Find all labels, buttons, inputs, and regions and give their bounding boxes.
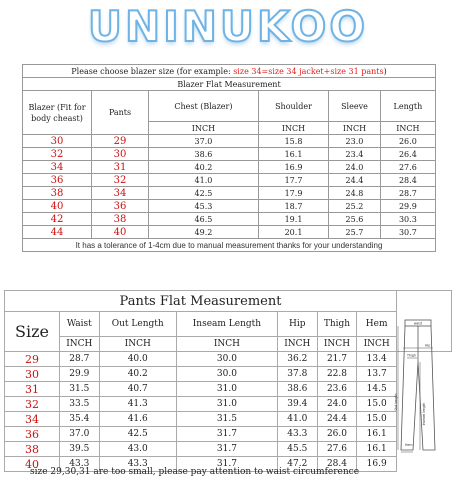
figure-label-inseam: Inseam length: [422, 402, 426, 426]
blazer-cell-blazer-size: 32: [23, 148, 92, 161]
blazer-header-pants: Pants: [92, 91, 149, 135]
pants-cell-hip: 39.4: [277, 397, 317, 412]
pants-cell-size: 34: [5, 412, 60, 427]
pants-cell-hem: 16.9: [357, 457, 397, 472]
blazer-cell-sleeve: 24.0: [329, 161, 381, 174]
blazer-unit: INCH: [149, 122, 259, 135]
blazer-cell-shoulder: 17.7: [258, 174, 328, 187]
pants-header-inseam: Inseam Length: [176, 312, 277, 337]
blazer-cell-length: 29.9: [380, 200, 435, 213]
blazer-cell-length: 26.0: [380, 135, 435, 148]
blazer-cell-chest: 42.5: [149, 187, 259, 200]
blazer-title: Blazer Flat Measurement: [23, 78, 436, 91]
blazer-cell-sleeve: 23.0: [329, 135, 381, 148]
blazer-cell-chest: 41.0: [149, 174, 259, 187]
pants-cell-waist: 37.0: [60, 427, 100, 442]
pants-cell-hip: 38.6: [277, 382, 317, 397]
pants-cell-thigh: 23.6: [317, 382, 357, 397]
pants-cell-size: 38: [5, 442, 60, 457]
blazer-cell-shoulder: 19.1: [258, 213, 328, 226]
pants-cell-out-length: 41.6: [99, 412, 176, 427]
pants-unit: INCH: [99, 337, 176, 352]
pants-cell-thigh: 28.4: [317, 457, 357, 472]
pants-unit: INCH: [176, 337, 277, 352]
pants-cell-thigh: 24.4: [317, 412, 357, 427]
brand-logo: [0, 0, 456, 58]
pants-size-label: Size: [5, 312, 60, 352]
blazer-header-shoulder: Shoulder: [258, 91, 328, 122]
pants-cell-thigh: 21.7: [317, 352, 357, 367]
pants-unit: INCH: [357, 337, 397, 352]
blazer-cell-sleeve: 25.7: [329, 226, 381, 239]
blazer-cell-blazer-size: 34: [23, 161, 92, 174]
blazer-cell-shoulder: 16.9: [258, 161, 328, 174]
pants-title: Pants Flat Measurement: [5, 291, 397, 312]
brand-name: UNINUKOO: [87, 2, 369, 51]
pants-cell-size: 31: [5, 382, 60, 397]
pants-cell-out-length: 41.3: [99, 397, 176, 412]
blazer-cell-length: 30.7: [380, 226, 435, 239]
table-row: [5, 397, 452, 412]
pants-cell-waist: 29.9: [60, 367, 100, 382]
blazer-cell-blazer-size: 42: [23, 213, 92, 226]
blazer-cell-sleeve: 24.4: [329, 174, 381, 187]
figure-label-waist: waist: [413, 321, 423, 326]
pants-unit: INCH: [60, 337, 100, 352]
pants-cell-hip: 43.3: [277, 427, 317, 442]
blazer-cell-pants-size: 34: [92, 187, 149, 200]
figure-label-hip: Hip: [425, 343, 431, 348]
pants-cell-out-length: 40.7: [99, 382, 176, 397]
table-row: [23, 148, 436, 161]
pants-cell-out-length: 43.0: [99, 442, 176, 457]
blazer-cell-chest: 49.2: [149, 226, 259, 239]
blazer-unit: INCH: [380, 122, 435, 135]
pants-header-out-length: Out Length: [99, 312, 176, 337]
figure-label-thigh: Thigh: [407, 353, 416, 358]
blazer-cell-length: 28.7: [380, 187, 435, 200]
pants-cell-size: 32: [5, 397, 60, 412]
blazer-cell-shoulder: 20.1: [258, 226, 328, 239]
table-row: [23, 187, 436, 200]
pants-cell-out-length: 40.2: [99, 367, 176, 382]
blazer-cell-shoulder: 17.9: [258, 187, 328, 200]
pants-cell-hem: 16.1: [357, 427, 397, 442]
blazer-cell-length: 27.6: [380, 161, 435, 174]
table-row: [5, 427, 452, 442]
pants-cell-size: 40: [5, 457, 60, 472]
pants-cell-inseam: 31.7: [176, 457, 277, 472]
blazer-cell-pants-size: 38: [92, 213, 149, 226]
table-row: [5, 412, 452, 427]
blazer-header-size: Blazer (Fit for body cheast): [23, 91, 92, 135]
footer-note: size 29,30,31 are too small, please pay attention to waist circumference: [30, 467, 360, 477]
pants-cell-size: 36: [5, 427, 60, 442]
pants-cell-inseam: 31.7: [176, 442, 277, 457]
blazer-cell-pants-size: 30: [92, 148, 149, 161]
pants-cell-hem: 15.0: [357, 397, 397, 412]
blazer-cell-chest: 46.5: [149, 213, 259, 226]
table-row: [5, 352, 452, 367]
blazer-cell-length: 28.4: [380, 174, 435, 187]
blazer-cell-shoulder: 15.8: [258, 135, 328, 148]
blazer-cell-length: 30.3: [380, 213, 435, 226]
pants-cell-waist: 43.3: [60, 457, 100, 472]
pants-cell-inseam: 31.5: [176, 412, 277, 427]
pants-cell-waist: 39.5: [60, 442, 100, 457]
table-row: [5, 382, 452, 397]
table-row: [23, 200, 436, 213]
blazer-note-prefix: Please choose blazer size (for example:: [71, 66, 234, 76]
table-row: [5, 442, 452, 457]
pants-cell-thigh: 24.0: [317, 397, 357, 412]
blazer-cell-sleeve: 24.8: [329, 187, 381, 200]
pants-cell-out-length: 42.5: [99, 427, 176, 442]
table-row: [23, 174, 436, 187]
pants-diagram-icon: [395, 318, 441, 454]
pants-cell-size: 30: [5, 367, 60, 382]
blazer-cell-length: 26.4: [380, 148, 435, 161]
blazer-table: [22, 64, 436, 252]
blazer-cell-chest: 45.3: [149, 200, 259, 213]
blazer-cell-sleeve: 23.4: [329, 148, 381, 161]
pants-cell-out-length: 40.0: [99, 352, 176, 367]
pants-cell-size: 29: [5, 352, 60, 367]
pants-cell-thigh: 26.0: [317, 427, 357, 442]
table-row: [23, 135, 436, 148]
table-row: [23, 161, 436, 174]
blazer-cell-shoulder: 18.7: [258, 200, 328, 213]
blazer-cell-blazer-size: 44: [23, 226, 92, 239]
pants-cell-thigh: 27.6: [317, 442, 357, 457]
pants-cell-hip: 45.5: [277, 442, 317, 457]
table-row: [23, 226, 436, 239]
blazer-cell-chest: 37.0: [149, 135, 259, 148]
pants-header-thigh: Thigh: [317, 312, 357, 337]
pants-cell-inseam: 31.0: [176, 382, 277, 397]
blazer-unit: INCH: [329, 122, 381, 135]
pants-cell-waist: 33.5: [60, 397, 100, 412]
blazer-cell-pants-size: 29: [92, 135, 149, 148]
pants-cell-hem: 13.4: [357, 352, 397, 367]
blazer-cell-blazer-size: 36: [23, 174, 92, 187]
blazer-cell-blazer-size: 30: [23, 135, 92, 148]
blazer-cell-pants-size: 31: [92, 161, 149, 174]
figure-label-out-length: Out length: [394, 393, 398, 411]
blazer-cell-pants-size: 32: [92, 174, 149, 187]
blazer-cell-blazer-size: 40: [23, 200, 92, 213]
blazer-note-example: size 34=size 34 jacket+size 31 pants: [233, 66, 384, 76]
pants-cell-thigh: 22.8: [317, 367, 357, 382]
blazer-cell-pants-size: 36: [92, 200, 149, 213]
blazer-cell-sleeve: 25.2: [329, 200, 381, 213]
pants-cell-hip: 47.2: [277, 457, 317, 472]
pants-cell-hem: 16.1: [357, 442, 397, 457]
pants-unit: INCH: [317, 337, 357, 352]
blazer-header-length: Length: [380, 91, 435, 122]
pants-unit: INCH: [277, 337, 317, 352]
table-row: [5, 367, 452, 382]
blazer-cell-pants-size: 40: [92, 226, 149, 239]
pants-header-hem: Hem: [357, 312, 397, 337]
table-row: [23, 213, 436, 226]
pants-header-waist: Waist: [60, 312, 100, 337]
pants-table: [4, 290, 452, 472]
pants-cell-hip: 41.0: [277, 412, 317, 427]
pants-cell-inseam: 31.0: [176, 397, 277, 412]
pants-header-hip: Hip: [277, 312, 317, 337]
pants-cell-hem: 13.7: [357, 367, 397, 382]
pants-cell-waist: 31.5: [60, 382, 100, 397]
blazer-note-suffix: ): [383, 66, 387, 76]
tolerance-note: It has a tolerance of 1-4cm due to manual measurement thanks for your understanding: [23, 239, 436, 252]
blazer-note: [23, 65, 436, 78]
pants-cell-inseam: 30.0: [176, 352, 277, 367]
blazer-cell-blazer-size: 38: [23, 187, 92, 200]
pants-cell-hem: 14.5: [357, 382, 397, 397]
pants-cell-hem: 15.0: [357, 412, 397, 427]
pants-cell-waist: 28.7: [60, 352, 100, 367]
blazer-cell-shoulder: 16.1: [258, 148, 328, 161]
pants-cell-out-length: 43.3: [99, 457, 176, 472]
blazer-cell-sleeve: 25.6: [329, 213, 381, 226]
blazer-cell-chest: 38.6: [149, 148, 259, 161]
blazer-header-chest: Chest (Blazer): [149, 91, 259, 122]
blazer-header-sleeve: Sleeve: [329, 91, 381, 122]
pants-cell-inseam: 31.7: [176, 427, 277, 442]
pants-cell-hip: 36.2: [277, 352, 317, 367]
pants-cell-waist: 35.4: [60, 412, 100, 427]
pants-cell-inseam: 30.0: [176, 367, 277, 382]
figure-label-hem: Hem: [405, 443, 413, 447]
blazer-cell-chest: 40.2: [149, 161, 259, 174]
blazer-unit: INCH: [258, 122, 328, 135]
pants-cell-hip: 37.8: [277, 367, 317, 382]
